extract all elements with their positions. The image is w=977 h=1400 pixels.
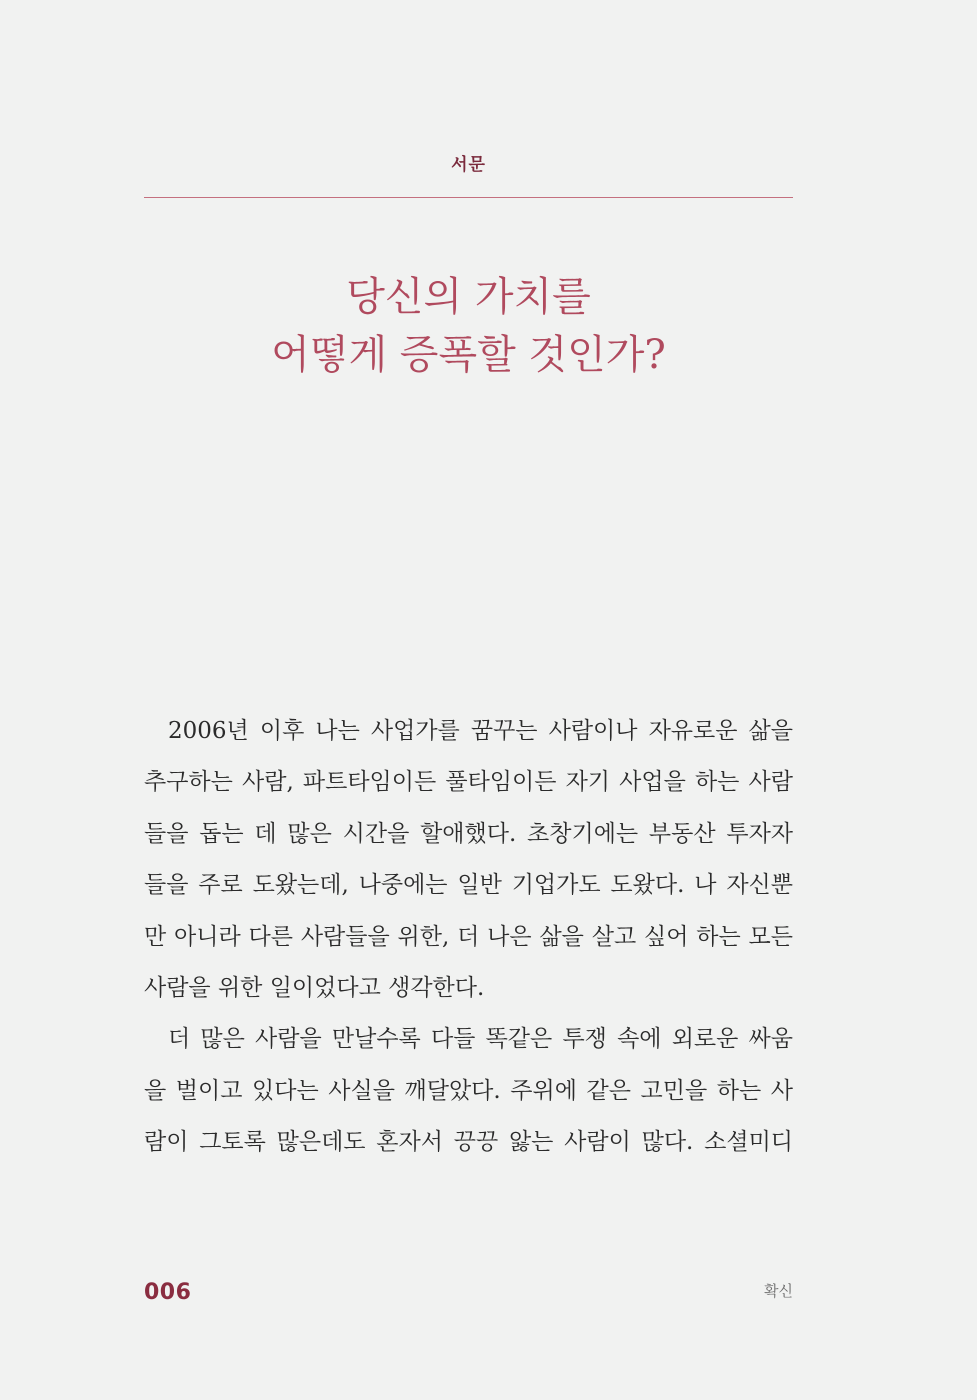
paragraph-1-line-1: 2006년 이후 나는 사업가를 꿈꾸는 사람이나 자유로운 삶을 [168, 718, 793, 744]
body-text [144, 706, 793, 1169]
page-number: 006 [144, 1280, 192, 1305]
running-title: 확신 [764, 1282, 793, 1300]
chapter-title-line-1: 당신의 가치를 [346, 274, 591, 320]
section-label: 서문 [451, 155, 486, 175]
paragraph-1-line-5: 만 아니라 다른 사람들을 위한, 더 나은 삶을 살고 싶어 하는 모든 [144, 923, 793, 950]
paragraph-2-line-1: 더 많은 사람을 만날수록 다들 똑같은 투쟁 속에 외로운 싸움 [168, 1026, 793, 1053]
paragraph-1-line-2: 추구하는 사람, 파트타임이든 풀타임이든 자기 사업을 하는 사람 [144, 769, 793, 796]
paragraph-1-line-4: 들을 주로 도왔는데, 나중에는 일반 기업가도 도왔다. 나 자신뿐 [144, 872, 793, 899]
header-divider [144, 197, 793, 198]
paragraph-1-line-3: 들을 돕는 데 많은 시간을 할애했다. 초창기에는 부동산 투자자 [144, 820, 793, 847]
paragraph-2-line-2: 을 벌이고 있다는 사실을 깨달았다. 주위에 같은 고민을 하는 사 [144, 1077, 793, 1104]
chapter-title [0, 268, 937, 384]
paragraph-2-line-3: 람이 그토록 많은데도 혼자서 끙끙 앓는 사람이 많다. 소셜미디 [144, 1129, 793, 1156]
paragraph-1-line-6: 사람을 위한 일이었다고 생각한다. [144, 974, 485, 1001]
chapter-title-line-2: 어떻게 증폭할 것인가? [271, 332, 666, 378]
